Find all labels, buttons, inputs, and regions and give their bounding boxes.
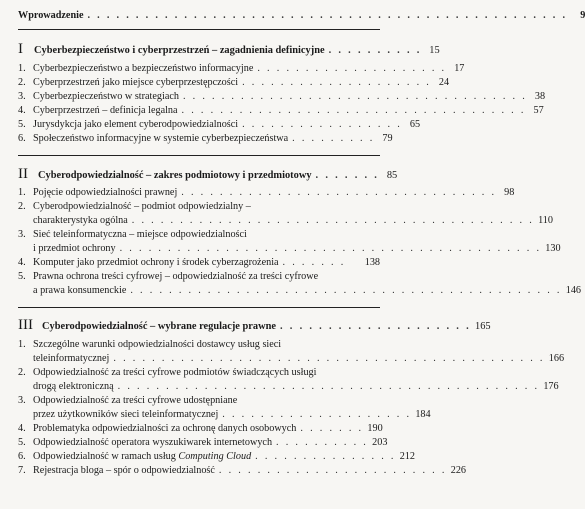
item-number: 3.	[18, 395, 26, 406]
item-number: 1.	[18, 63, 26, 74]
item-title: teleinformatycznej	[33, 353, 110, 364]
item-title: Jurysdykcja jako element cyberodpowiedzialności	[33, 119, 239, 130]
item-page: 190	[367, 423, 383, 434]
item-title-line: Odpowiedzialność za treści cyfrowe podmiotów świadczących usługi	[33, 367, 317, 378]
toc-chapter-2	[18, 166, 398, 183]
item-page: 98	[504, 187, 515, 198]
section-divider	[18, 29, 380, 30]
item-title: charakterystyka ogólna	[33, 215, 128, 226]
item-title: Cyberprzestrzeń jako miejsce cyberprzestępczości	[33, 77, 239, 88]
item-title: Cyberbezpieczeństwo a bezpieczeństwo informacyjne	[33, 63, 254, 74]
toc-item	[18, 436, 388, 450]
dot-leader: . . . . . . .	[300, 423, 364, 434]
item-title-line: Cyberodpowiedzialność – podmiot odpowiedzialny –	[33, 201, 251, 212]
toc-item-line	[18, 338, 281, 352]
chapter-page: 85	[386, 170, 398, 181]
chapter-number: III	[18, 317, 33, 333]
toc-chapter-3	[18, 317, 491, 334]
italic-term: Computing Cloud	[178, 451, 252, 462]
item-title: Społeczeństwo informacyjne w systemie cyberbezpieczeństwa	[33, 133, 289, 144]
item-page: 184	[415, 409, 431, 420]
item-number: 7.	[18, 465, 26, 476]
item-number: 4.	[18, 105, 26, 116]
item-number: 2.	[18, 77, 26, 88]
item-number: 5.	[18, 271, 26, 282]
item-page: 24	[438, 77, 450, 88]
dot-leader: . . . . . . . . . . . . . . . . . . . .	[242, 77, 432, 88]
item-title-line: Szczególne warunki odpowiedzialności dostawcy usług sieci	[33, 339, 282, 350]
toc-item	[33, 380, 559, 394]
dot-leader: . . . . . . . . . . . . . . . . . . . . . . . . . . . . . . . . . . . . . . . . . .	[131, 215, 535, 226]
chapter-title: Cyberodpowiedzialność – wybrane regulacje prawne	[42, 321, 276, 332]
toc-item-line	[18, 200, 251, 214]
dot-leader: . . . . . . . . . . . . . . . . . . . . . . . . . . . . . . . . . . . . . . . . . . . . .	[113, 353, 545, 364]
dot-leader: . . . . . . . . . . . . . . . . . . . .	[257, 63, 447, 74]
dot-leader: . . . . . . . . . . . . . . .	[255, 451, 396, 462]
toc-item	[18, 422, 383, 436]
dot-leader: . . . . . . . . . . . . . . . . . . . .	[222, 409, 412, 420]
item-title: i przedmiot ochrony	[33, 243, 116, 254]
item-page: 176	[543, 381, 559, 392]
toc-item	[18, 62, 465, 76]
item-page: 212	[399, 451, 416, 462]
item-number: 2.	[18, 367, 26, 378]
item-page: 166	[548, 353, 565, 364]
item-page: 203	[372, 437, 388, 448]
item-title: Komputer jako przedmiot ochrony i środek cyberzagrożenia	[33, 257, 279, 268]
dot-leader: . . . . . . .	[282, 257, 346, 268]
item-title: Cyberbezpieczeństwo w strategiach	[33, 91, 179, 102]
item-number: 4.	[18, 423, 26, 434]
item-page: 138	[364, 257, 380, 268]
item-title-line: Odpowiedzialność za treści cyfrowe udostępniane	[33, 395, 238, 406]
item-number: 5.	[18, 437, 26, 448]
chapter-number: II	[18, 166, 28, 182]
item-title: Odpowiedzialność operatora wyszukiwarek internetowych	[33, 437, 273, 448]
dot-leader: . . . . . . . . . .	[276, 437, 369, 448]
item-number: 5.	[18, 119, 26, 130]
item-title: Pojęcie odpowiedzialności prawnej	[33, 187, 178, 198]
item-page: 146	[565, 285, 582, 296]
dot-leader: . . . . . . . . . . . . . . . . . . . . . . . . . . . . . . . . . . . . . . . . . . . . .	[130, 285, 562, 296]
item-title: Cyberprzestrzeń – definicja legalna	[33, 105, 178, 116]
item-number: 3.	[18, 91, 26, 102]
toc-item	[18, 118, 421, 132]
toc-item	[18, 132, 393, 146]
dot-leader: . . . . . . . . . . . . . . . . . . . .	[279, 321, 471, 332]
item-number: 6.	[18, 451, 26, 462]
toc-item	[18, 90, 546, 104]
item-title: drogą elektroniczną	[33, 381, 114, 392]
dot-leader: . . . . . . . . .	[292, 133, 375, 144]
toc-item	[18, 186, 515, 200]
toc-item	[18, 450, 416, 464]
item-title: przez użytkowników sieci teleinformatycznej	[33, 409, 219, 420]
item-page: 79	[382, 133, 393, 144]
toc-item	[18, 464, 467, 478]
item-title-line: Sieć teleinformatyczna – miejsce odpowiedzialności	[33, 229, 247, 240]
dot-leader: . . . . . . . . . . . . . . . . . . . . . . . . . . . . . . . . . . . .	[181, 105, 526, 116]
dot-leader: . . . . . . .	[315, 170, 380, 181]
dot-leader: . . . . . . . . . . . . . . . . .	[242, 119, 403, 130]
toc-item	[33, 352, 565, 366]
section-divider	[18, 155, 380, 156]
toc-item	[18, 256, 380, 270]
toc-item	[33, 214, 553, 228]
toc-intro	[18, 9, 585, 23]
item-page: 57	[533, 105, 544, 116]
toc-item-line	[18, 228, 247, 242]
item-number: 1.	[18, 339, 26, 350]
toc-intro-title: Wprowadzenie	[18, 10, 84, 21]
section-divider	[18, 307, 380, 308]
item-number: 2.	[18, 201, 26, 212]
toc-item-line	[18, 366, 316, 380]
item-page: 38	[534, 91, 546, 102]
item-title-text: Odpowiedzialność w ramach usług Computing Cloud	[33, 451, 252, 462]
item-title	[33, 450, 251, 464]
toc-item	[33, 408, 431, 422]
item-page: 110	[538, 215, 553, 226]
item-title: a prawa konsumenckie	[33, 285, 127, 296]
toc-intro-page: 9	[580, 10, 585, 21]
item-page: 17	[454, 63, 465, 74]
item-number: 1.	[18, 187, 26, 198]
toc-item	[33, 284, 582, 298]
toc-item-line	[18, 394, 237, 408]
dot-leader: . . . . . . . . . . . . . . . . . . . . . . . . . . . . . . . . . . . . . . . . . . . .	[119, 243, 542, 254]
item-page: 65	[409, 119, 421, 130]
dot-leader: . . . . . . . . . . . . . . . . . . . . . . . .	[218, 465, 447, 476]
toc-item	[18, 104, 544, 118]
item-title: Problematyka odpowiedzialności za ochronę danych osobowych	[33, 423, 297, 434]
item-page: 226	[450, 465, 467, 476]
chapter-title: Cyberbezpieczeństwo i cyberprzestrzeń – zagadnienia definicyjne	[34, 45, 325, 56]
item-page: 130	[545, 243, 561, 254]
dot-leader: . . . . . . . . . . . . . . . . . . . . . . . . . . . . . . . . . . . . . . . . . . . .	[117, 381, 540, 392]
chapter-title: Cyberodpowiedzialność – zakres podmiotowy i przedmiotowy	[38, 170, 312, 181]
item-title-line: Prawna ochrona treści cyfrowej – odpowiedzialność za treści cyfrowe	[33, 271, 319, 282]
dot-leader: . . . . . . . . . . . . . . . . . . . . . . . . . . . . . . . . .	[181, 187, 497, 198]
item-number: 4.	[18, 257, 26, 268]
dot-leader: . . . . . . . . . . . . . . . . . . . . . . . . . . . . . . . . . . . . . . . . . . . . . . . . . .	[87, 10, 568, 21]
item-number: 6.	[18, 133, 26, 144]
toc-item	[33, 242, 561, 256]
toc-item	[18, 76, 450, 90]
item-title: Rejestracja bloga – spór o odpowiedzialność	[33, 465, 215, 476]
toc-chapter-1	[18, 41, 440, 58]
chapter-page: 15	[429, 45, 440, 56]
dot-leader: . . . . . . . . . .	[328, 45, 422, 56]
toc-item-line	[18, 270, 318, 284]
dot-leader: . . . . . . . . . . . . . . . . . . . . . . . . . . . . . . . . . . . .	[182, 91, 528, 102]
chapter-number: I	[18, 41, 23, 57]
chapter-page: 165	[475, 321, 491, 332]
item-number: 3.	[18, 229, 26, 240]
